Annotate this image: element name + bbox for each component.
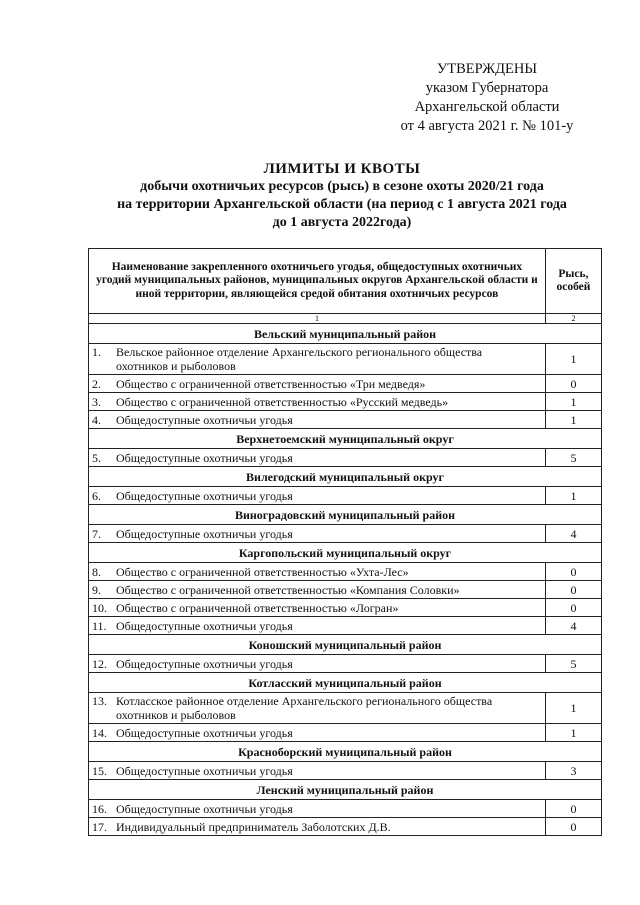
hunting-ground-cell bbox=[89, 563, 546, 581]
table-row bbox=[89, 617, 602, 635]
table-row bbox=[89, 599, 602, 617]
hunting-ground-cell bbox=[89, 762, 546, 780]
approval-authority: указом Губернатора bbox=[425, 80, 549, 96]
row-number: 9. bbox=[92, 582, 101, 597]
hunting-ground-cell bbox=[89, 599, 546, 617]
table-row bbox=[89, 393, 602, 411]
lynx-quota-cell: 0 bbox=[545, 599, 601, 617]
title-subtitle-1: добычи охотничьих ресурсов (рысь) в сезоне охоты 2020/21 года bbox=[140, 179, 544, 194]
table-row bbox=[89, 411, 602, 429]
row-number: 3. bbox=[92, 394, 101, 409]
hunting-ground-cell bbox=[89, 393, 546, 411]
lynx-quota-cell: 4 bbox=[545, 525, 601, 543]
district-name: Вельский муниципальный район bbox=[89, 324, 602, 344]
lynx-quota-cell: 5 bbox=[545, 655, 601, 673]
approval-heading: УТВЕРЖДЕНЫ bbox=[436, 61, 538, 77]
district-group-row bbox=[89, 780, 602, 800]
lynx-quota-cell: 0 bbox=[545, 563, 601, 581]
document-title bbox=[82, 160, 602, 232]
district-name: Каргопольский муниципальный округ bbox=[89, 543, 602, 563]
district-group-row bbox=[89, 429, 602, 449]
row-number: 4. bbox=[92, 412, 101, 427]
row-number: 15. bbox=[92, 763, 107, 778]
district-group-row bbox=[89, 543, 602, 563]
row-number: 6. bbox=[92, 488, 101, 503]
hunting-ground-cell bbox=[89, 818, 546, 836]
lynx-quota-cell: 5 bbox=[545, 449, 601, 467]
approval-region: Архангельской области bbox=[414, 99, 560, 115]
row-number: 1. bbox=[92, 345, 101, 359]
hunting-ground-cell bbox=[89, 581, 546, 599]
table-row bbox=[89, 724, 602, 742]
lynx-quota-cell: 0 bbox=[545, 818, 601, 836]
lynx-quota-cell: 1 bbox=[545, 344, 601, 375]
hunting-ground-cell bbox=[89, 617, 546, 635]
table-row bbox=[89, 563, 602, 581]
lynx-quota-cell: 0 bbox=[545, 375, 601, 393]
hunting-ground-cell bbox=[89, 375, 546, 393]
hunting-ground-cell bbox=[89, 525, 546, 543]
table-row bbox=[89, 449, 602, 467]
hunting-ground-name: Общедоступные охотничьи угодья bbox=[116, 656, 293, 671]
hunting-ground-cell bbox=[89, 800, 546, 818]
lynx-quota-cell: 4 bbox=[545, 617, 601, 635]
hunting-ground-name: Общество с ограниченной ответственностью «Логран» bbox=[116, 600, 399, 615]
hunting-ground-name: Общедоступные охотничьи угодья bbox=[116, 488, 293, 503]
row-number: 5. bbox=[92, 450, 101, 465]
row-number: 16. bbox=[92, 801, 107, 816]
lynx-quota-cell: 1 bbox=[545, 393, 601, 411]
table-row bbox=[89, 375, 602, 393]
district-name: Верхнетоемский муниципальный округ bbox=[89, 429, 602, 449]
table-row bbox=[89, 487, 602, 505]
district-name: Коношский муниципальный район bbox=[89, 635, 602, 655]
district-group-row bbox=[89, 505, 602, 525]
lynx-quota-cell: 0 bbox=[545, 581, 601, 599]
lynx-quota-cell: 1 bbox=[545, 411, 601, 429]
hunting-ground-cell bbox=[89, 724, 546, 742]
title-main: ЛИМИТЫ И КВОТЫ bbox=[263, 161, 421, 177]
column-number-1: 1 bbox=[89, 314, 546, 324]
hunting-ground-name: Общество с ограниченной ответственностью «Три медведя» bbox=[116, 376, 426, 391]
hunting-ground-cell bbox=[89, 449, 546, 467]
hunting-ground-cell bbox=[89, 655, 546, 673]
row-number: 8. bbox=[92, 564, 101, 579]
hunting-ground-name: Общедоступные охотничьи угодья bbox=[116, 450, 293, 465]
row-number: 13. bbox=[92, 694, 107, 708]
hunting-ground-name: Общество с ограниченной ответственностью «Русский медведь» bbox=[116, 394, 449, 409]
district-name: Котласский муниципальный район bbox=[89, 673, 602, 693]
header-name: Наименование закрепленного охотничьего угодья, общедоступных охотничьих угодий муниципальных районов, муниципальных округов Архангельской области и иной территории, являющейся средой обитания охотничьих ресурсов bbox=[89, 249, 546, 314]
table-row bbox=[89, 762, 602, 780]
row-number: 12. bbox=[92, 656, 107, 671]
hunting-ground-name: Общедоступные охотничьи угодья bbox=[116, 526, 293, 541]
lynx-quota-cell: 1 bbox=[545, 693, 601, 724]
limits-table bbox=[88, 248, 602, 836]
hunting-ground-name: Общество с ограниченной ответственностью «Ухта-Лес» bbox=[116, 564, 409, 579]
table-row bbox=[89, 818, 602, 836]
hunting-ground-name: Общедоступные охотничьи угодья bbox=[116, 801, 293, 816]
approval-stamp bbox=[382, 60, 592, 136]
approval-date: от 4 августа 2021 г. № 101-у bbox=[400, 118, 574, 134]
district-group-row bbox=[89, 324, 602, 344]
district-name: Красноборский муниципальный район bbox=[89, 742, 602, 762]
district-group-row bbox=[89, 742, 602, 762]
row-number: 11. bbox=[92, 618, 107, 633]
lynx-quota-cell: 3 bbox=[545, 762, 601, 780]
row-number: 10. bbox=[92, 600, 107, 615]
hunting-ground-name: Общедоступные охотничьи угодья bbox=[116, 763, 293, 778]
table-body bbox=[89, 324, 602, 836]
district-name: Виноградовский муниципальный район bbox=[89, 505, 602, 525]
title-subtitle-3: до 1 августа 2022года) bbox=[272, 215, 412, 230]
hunting-ground-cell bbox=[89, 693, 546, 724]
row-number: 7. bbox=[92, 526, 101, 541]
column-number-2: 2 bbox=[545, 314, 601, 324]
table-row bbox=[89, 655, 602, 673]
hunting-ground-name: Общедоступные охотничьи угодья bbox=[116, 725, 293, 740]
hunting-ground-cell bbox=[89, 487, 546, 505]
title-subtitle-2: на территории Архангельской области (на период с 1 августа 2021 года bbox=[117, 197, 567, 212]
table-row bbox=[89, 525, 602, 543]
hunting-ground-name: Вельское районное отделение Архангельского регионального общества охотников и рыболовов bbox=[116, 345, 483, 373]
lynx-quota-cell: 1 bbox=[545, 487, 601, 505]
hunting-ground-name: Котласское районное отделение Архангельского регионального общества охотников и рыболовов bbox=[116, 694, 493, 722]
district-name: Ленский муниципальный район bbox=[89, 780, 602, 800]
row-number: 14. bbox=[92, 725, 107, 740]
header-count: Рысь, особей bbox=[545, 249, 601, 314]
hunting-ground-name: Общедоступные охотничьи угодья bbox=[116, 618, 293, 633]
district-group-row bbox=[89, 673, 602, 693]
hunting-ground-cell bbox=[89, 344, 546, 375]
hunting-ground-name: Общедоступные охотничьи угодья bbox=[116, 412, 293, 427]
district-name: Вилегодский муниципальный округ bbox=[89, 467, 602, 487]
lynx-quota-cell: 1 bbox=[545, 724, 601, 742]
hunting-ground-name: Индивидуальный предприниматель Заболотских Д.В. bbox=[116, 819, 391, 834]
table-row bbox=[89, 800, 602, 818]
table-row bbox=[89, 693, 602, 724]
row-number: 17. bbox=[92, 819, 107, 834]
district-group-row bbox=[89, 467, 602, 487]
table-row bbox=[89, 581, 602, 599]
table-row bbox=[89, 344, 602, 375]
row-number: 2. bbox=[92, 376, 101, 391]
hunting-ground-name: Общество с ограниченной ответственностью «Компания Соловки» bbox=[116, 582, 460, 597]
hunting-ground-cell bbox=[89, 411, 546, 429]
lynx-quota-cell: 0 bbox=[545, 800, 601, 818]
district-group-row bbox=[89, 635, 602, 655]
